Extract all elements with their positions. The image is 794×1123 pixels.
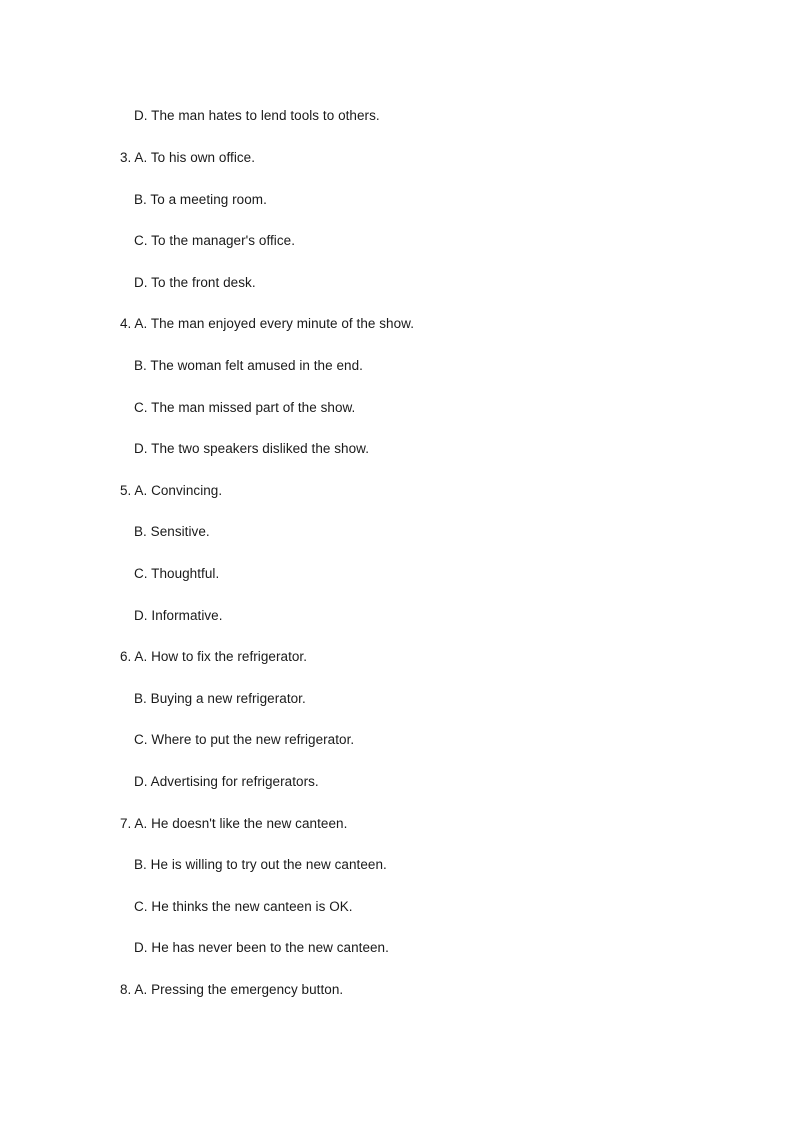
option-q7-c: C. He thinks the new canteen is OK.	[134, 899, 353, 914]
option-q2-d: D. The man hates to lend tools to others.	[134, 108, 380, 123]
question-3-option-a: 3. A. To his own office.	[120, 150, 256, 165]
option-q3-b: B. To a meeting room.	[134, 192, 267, 207]
option-q4-b: B. The woman felt amused in the end.	[134, 358, 363, 373]
option-q3-d: D. To the front desk.	[134, 275, 256, 290]
option-q5-c: C. Thoughtful.	[134, 566, 220, 581]
option-q5-b: B. Sensitive.	[134, 524, 210, 539]
option-q6-b: B. Buying a new refrigerator.	[134, 691, 306, 706]
option-q5-d: D. Informative.	[134, 608, 223, 623]
option-q6-d: D. Advertising for refrigerators.	[134, 774, 319, 789]
option-q3-c: C. To the manager's office.	[134, 233, 296, 248]
option-q7-b: B. He is willing to try out the new canteen.	[134, 857, 387, 872]
option-q4-c: C. The man missed part of the show.	[134, 400, 356, 415]
question-4-option-a: 4. A. The man enjoyed every minute of the show.	[120, 316, 415, 331]
question-8-option-a: 8. A. Pressing the emergency button.	[120, 982, 344, 997]
question-5-option-a: 5. A. Convincing.	[120, 483, 223, 498]
option-q4-d: D. The two speakers disliked the show.	[134, 441, 370, 456]
question-7-option-a: 7. A. He doesn't like the new canteen.	[120, 816, 348, 831]
question-6-option-a: 6. A. How to fix the refrigerator.	[120, 649, 308, 664]
option-q7-d: D. He has never been to the new canteen.	[134, 940, 389, 955]
option-q6-c: C. Where to put the new refrigerator.	[134, 732, 355, 747]
